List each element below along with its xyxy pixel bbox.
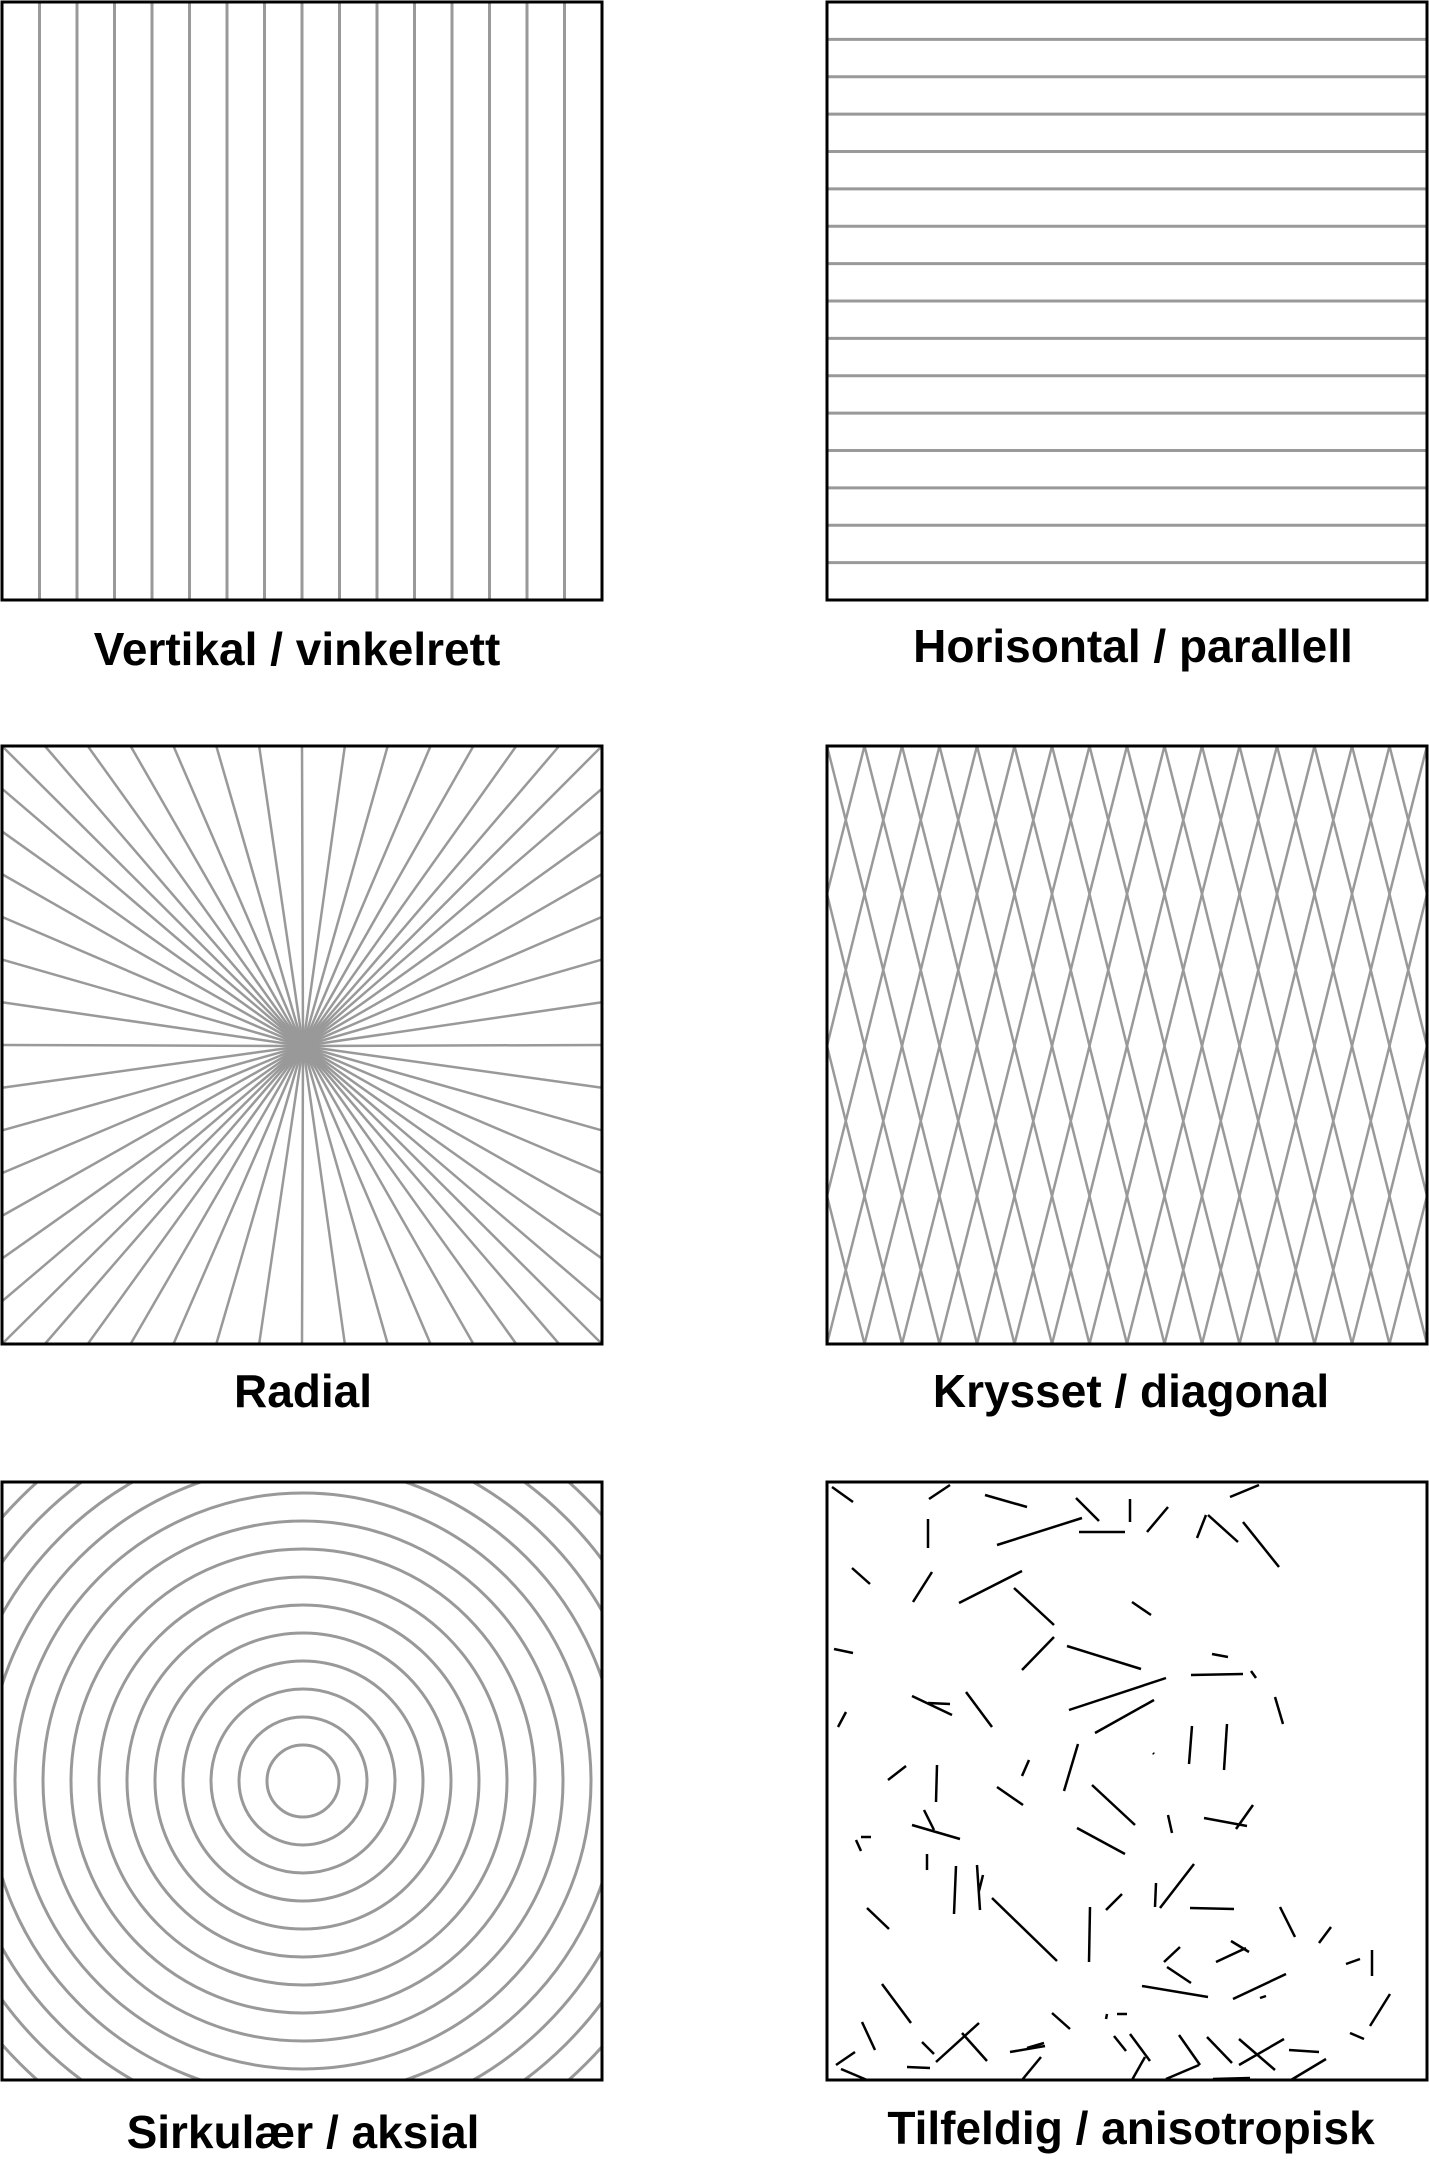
radial-line <box>303 746 388 1046</box>
radial-line <box>2 874 303 1046</box>
random-segment <box>832 1487 853 1502</box>
random-segment <box>907 2067 930 2068</box>
random-segment <box>1168 1815 1172 1833</box>
panel-circular <box>0 1353 731 2172</box>
radial-line <box>303 1046 602 1216</box>
random-segment <box>1216 1948 1246 1962</box>
panel-label-vertical: Vertikal / vinkelrett <box>93 623 501 675</box>
random-segment <box>888 1766 906 1780</box>
radial-line <box>303 746 602 1046</box>
random-segment <box>966 1692 992 1727</box>
random-segment <box>1189 1726 1192 1764</box>
random-segment <box>1022 1760 1029 1776</box>
random-segment <box>1022 1637 1054 1670</box>
random-segment <box>1191 1674 1243 1675</box>
radial-line <box>302 746 303 1046</box>
random-segment <box>992 1898 1057 1961</box>
random-segment <box>1052 2013 1070 2029</box>
radial-line <box>2 789 303 1046</box>
random-segment <box>838 1712 846 1727</box>
radial-line <box>216 746 303 1046</box>
concentric-circle <box>99 1577 507 1985</box>
random-segment <box>836 2052 855 2065</box>
horizontal-lines-pattern <box>827 39 1427 562</box>
radial-line <box>303 1046 473 1344</box>
panel-frame <box>827 1482 1427 2080</box>
random-segment <box>1014 1588 1054 1625</box>
random-segment <box>1224 1724 1227 1770</box>
concentric-circle <box>15 1493 591 2069</box>
random-segment <box>882 1984 911 2023</box>
radial-line <box>302 1046 303 1344</box>
random-segment <box>1160 1864 1194 1908</box>
concentric-circle <box>267 1745 339 1817</box>
concentric-circle <box>0 1465 619 2097</box>
random-segment <box>913 1572 932 1602</box>
panel-label-radial: Radial <box>233 1365 373 1417</box>
random-segment <box>929 1485 950 1499</box>
radial-line <box>131 1046 303 1344</box>
random-segment <box>1155 1883 1156 1907</box>
concentric-circle <box>155 1633 451 1929</box>
radial-line <box>303 1046 602 1301</box>
random-segment <box>1095 1700 1154 1733</box>
random-segment <box>1067 1646 1141 1669</box>
random-segment <box>1114 2036 1126 2051</box>
random-segment <box>1022 2057 1041 2080</box>
panel-random <box>827 1482 1427 2154</box>
random-segment <box>1207 2037 1232 2063</box>
random-segment <box>1239 2039 1275 2070</box>
random-segment <box>1106 1894 1122 1910</box>
radial-line <box>303 1046 388 1344</box>
panel-horizontal <box>827 2 1427 672</box>
random-segment <box>1212 1654 1228 1657</box>
random-segment <box>1064 1744 1078 1791</box>
radial-line <box>303 874 602 1046</box>
radial-lines-pattern <box>2 746 602 1344</box>
radial-line <box>131 746 303 1046</box>
panel-label-random: Tilfeldig / anisotropisk <box>887 2102 1375 2154</box>
random-segment <box>1153 1753 1154 1754</box>
panel-frame <box>2 1482 602 2080</box>
random-segment <box>985 1495 1027 1507</box>
panel-label-crossed: Krysset / diagonal <box>932 1365 1330 1417</box>
panel-label-circular: Sirkulær / aksial <box>126 2106 480 2158</box>
random-segment <box>1291 2059 1326 2080</box>
random-segment <box>867 1908 889 1929</box>
random-segment <box>1167 1967 1191 1983</box>
random-segment <box>1166 2065 1199 2079</box>
random-segment <box>1275 1697 1283 1724</box>
concentric-circle <box>127 1605 479 1957</box>
panel-radial <box>2 746 602 1417</box>
radial-line <box>303 1046 602 1344</box>
radial-line <box>303 746 345 1046</box>
concentric-circle <box>183 1661 423 1901</box>
random-segment <box>1350 2033 1364 2039</box>
random-segment <box>1289 2050 1319 2052</box>
random-segment <box>1164 1947 1180 1962</box>
random-segment <box>997 1518 1082 1545</box>
panel-crossed <box>827 746 1427 1417</box>
random-segment <box>1230 1485 1259 1497</box>
panel-label-horizontal: Horisontal / parallell <box>913 620 1353 672</box>
random-segment <box>959 1571 1022 1603</box>
random-segment <box>1089 1907 1090 1962</box>
radial-line <box>2 1046 303 1088</box>
radial-line <box>303 746 559 1046</box>
random-segment <box>856 1840 861 1851</box>
radial-line <box>2 1046 303 1216</box>
radial-line <box>303 746 473 1046</box>
random-segment <box>1179 2035 1200 2065</box>
random-segment <box>1239 2039 1284 2065</box>
random-segment <box>1147 1507 1168 1532</box>
random-segment <box>1130 2034 1150 2061</box>
radial-line <box>2 1046 303 1130</box>
radial-line <box>2 1046 303 1301</box>
random-segment <box>1260 1996 1266 1998</box>
random-segment <box>862 2022 875 2050</box>
vertical-lines-pattern <box>40 2 565 600</box>
random-segment <box>997 1787 1023 1805</box>
random-segment <box>962 2033 987 2061</box>
random-segment <box>1208 1515 1238 1542</box>
random-segment <box>1106 2014 1107 2019</box>
radial-line <box>2 1046 303 1344</box>
random-segment <box>1132 2057 1145 2080</box>
radial-line <box>45 746 303 1046</box>
random-segment <box>1319 1927 1331 1943</box>
concentric-circles-pattern <box>0 1353 731 2172</box>
random-segment <box>1346 1959 1360 1964</box>
random-segment <box>1190 1908 1234 1909</box>
random-segment <box>1142 1986 1208 1997</box>
random-segment <box>912 1696 952 1715</box>
random-segment <box>852 1568 870 1584</box>
panel-vertical <box>2 2 602 675</box>
random-segment <box>954 1866 956 1914</box>
random-segment <box>1069 1678 1166 1710</box>
random-segment <box>1132 1602 1151 1615</box>
random-segment <box>1077 1828 1125 1854</box>
radial-line <box>2 1045 303 1046</box>
concentric-circle <box>239 1717 367 1845</box>
random-segment <box>1251 1671 1256 1678</box>
random-segment <box>841 2069 867 2080</box>
radial-line <box>45 1046 303 1344</box>
radial-line <box>303 1045 602 1046</box>
random-segment <box>924 1810 934 1830</box>
radial-line <box>303 1046 602 1130</box>
radial-line <box>303 789 602 1046</box>
radial-line <box>303 1046 559 1344</box>
concentric-circle <box>71 1549 535 2013</box>
random-segment <box>936 1765 937 1802</box>
random-segment <box>1280 1907 1295 1937</box>
random-segment <box>1243 1522 1279 1567</box>
random-segments-pattern <box>832 1485 1390 2080</box>
radial-line <box>303 960 602 1046</box>
random-segment <box>979 1875 983 1891</box>
crossed-lines-pattern <box>827 746 1427 1344</box>
radial-line <box>303 1046 602 1088</box>
radial-line <box>303 1046 345 1344</box>
random-segment <box>1370 1994 1390 2026</box>
random-segment <box>1233 1974 1286 1999</box>
random-segment <box>1092 1785 1135 1825</box>
radial-line <box>2 746 303 1046</box>
random-segment <box>912 1825 960 1839</box>
concentric-circle <box>43 1521 563 2041</box>
radial-line <box>216 1046 303 1344</box>
random-segment <box>1197 1515 1206 1538</box>
random-segment <box>834 1649 853 1653</box>
radial-line <box>2 960 303 1046</box>
random-segment <box>936 2023 979 2062</box>
random-segment <box>922 2042 934 2054</box>
